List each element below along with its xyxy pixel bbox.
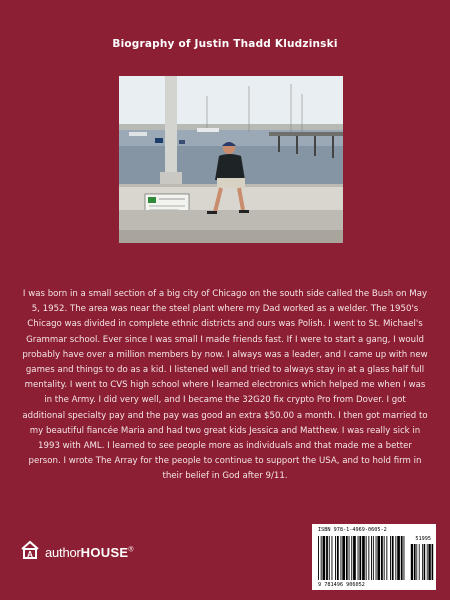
author-photo bbox=[119, 76, 343, 243]
isbn-label: ISBN 978-1-4969-0605-2 bbox=[318, 527, 387, 533]
authorhouse-logo-icon bbox=[20, 540, 40, 564]
svg-text:A: A bbox=[27, 550, 33, 559]
author-biography-text: I was born in a small section of a big city of Chicago on the south side called the Bush on May 5, 1952. The area was near the steel plant where my Dad worked as a welder. The 1950's Chicago was divided in complete ethnic districts and ours was Polish. I went to St. Michael's Grammar school. Ever since I was small I made friends fast. If I were to start a gang, I would probably have over a million members by now. I always was a leader, and I came up with new games and things to do as a kid. I listened well and tried to always stay in at a glass half full mentality. I went to CVS high school where I learned electronics which helped me when I was in the Army. I did very well, and I became the 32G20 fix crypto Pro from Dover. I got additional specialty pay and the pay was good an extra $50.00 a month. I then got married to my beautiful fiancée Maria and had two great kids Jessica and Matthew. I was really sick in 1993 with AML. I learned to see people more as individuals and that made me a better person. I wrote The Array for the people to continue to support the USA, and to hold firm in their belief in God after 9/11. bbox=[22, 289, 428, 482]
publisher-logo bbox=[20, 542, 133, 562]
barcode-bars bbox=[312, 524, 436, 590]
publisher-name: authorHOUSE® bbox=[45, 544, 134, 560]
ean-digits: 9 781496 906052 bbox=[318, 582, 365, 588]
isbn-barcode bbox=[312, 524, 436, 590]
book-title: Biography of Justin Thadd Kludzinski bbox=[112, 38, 338, 50]
price-code: 51995 bbox=[415, 536, 431, 542]
